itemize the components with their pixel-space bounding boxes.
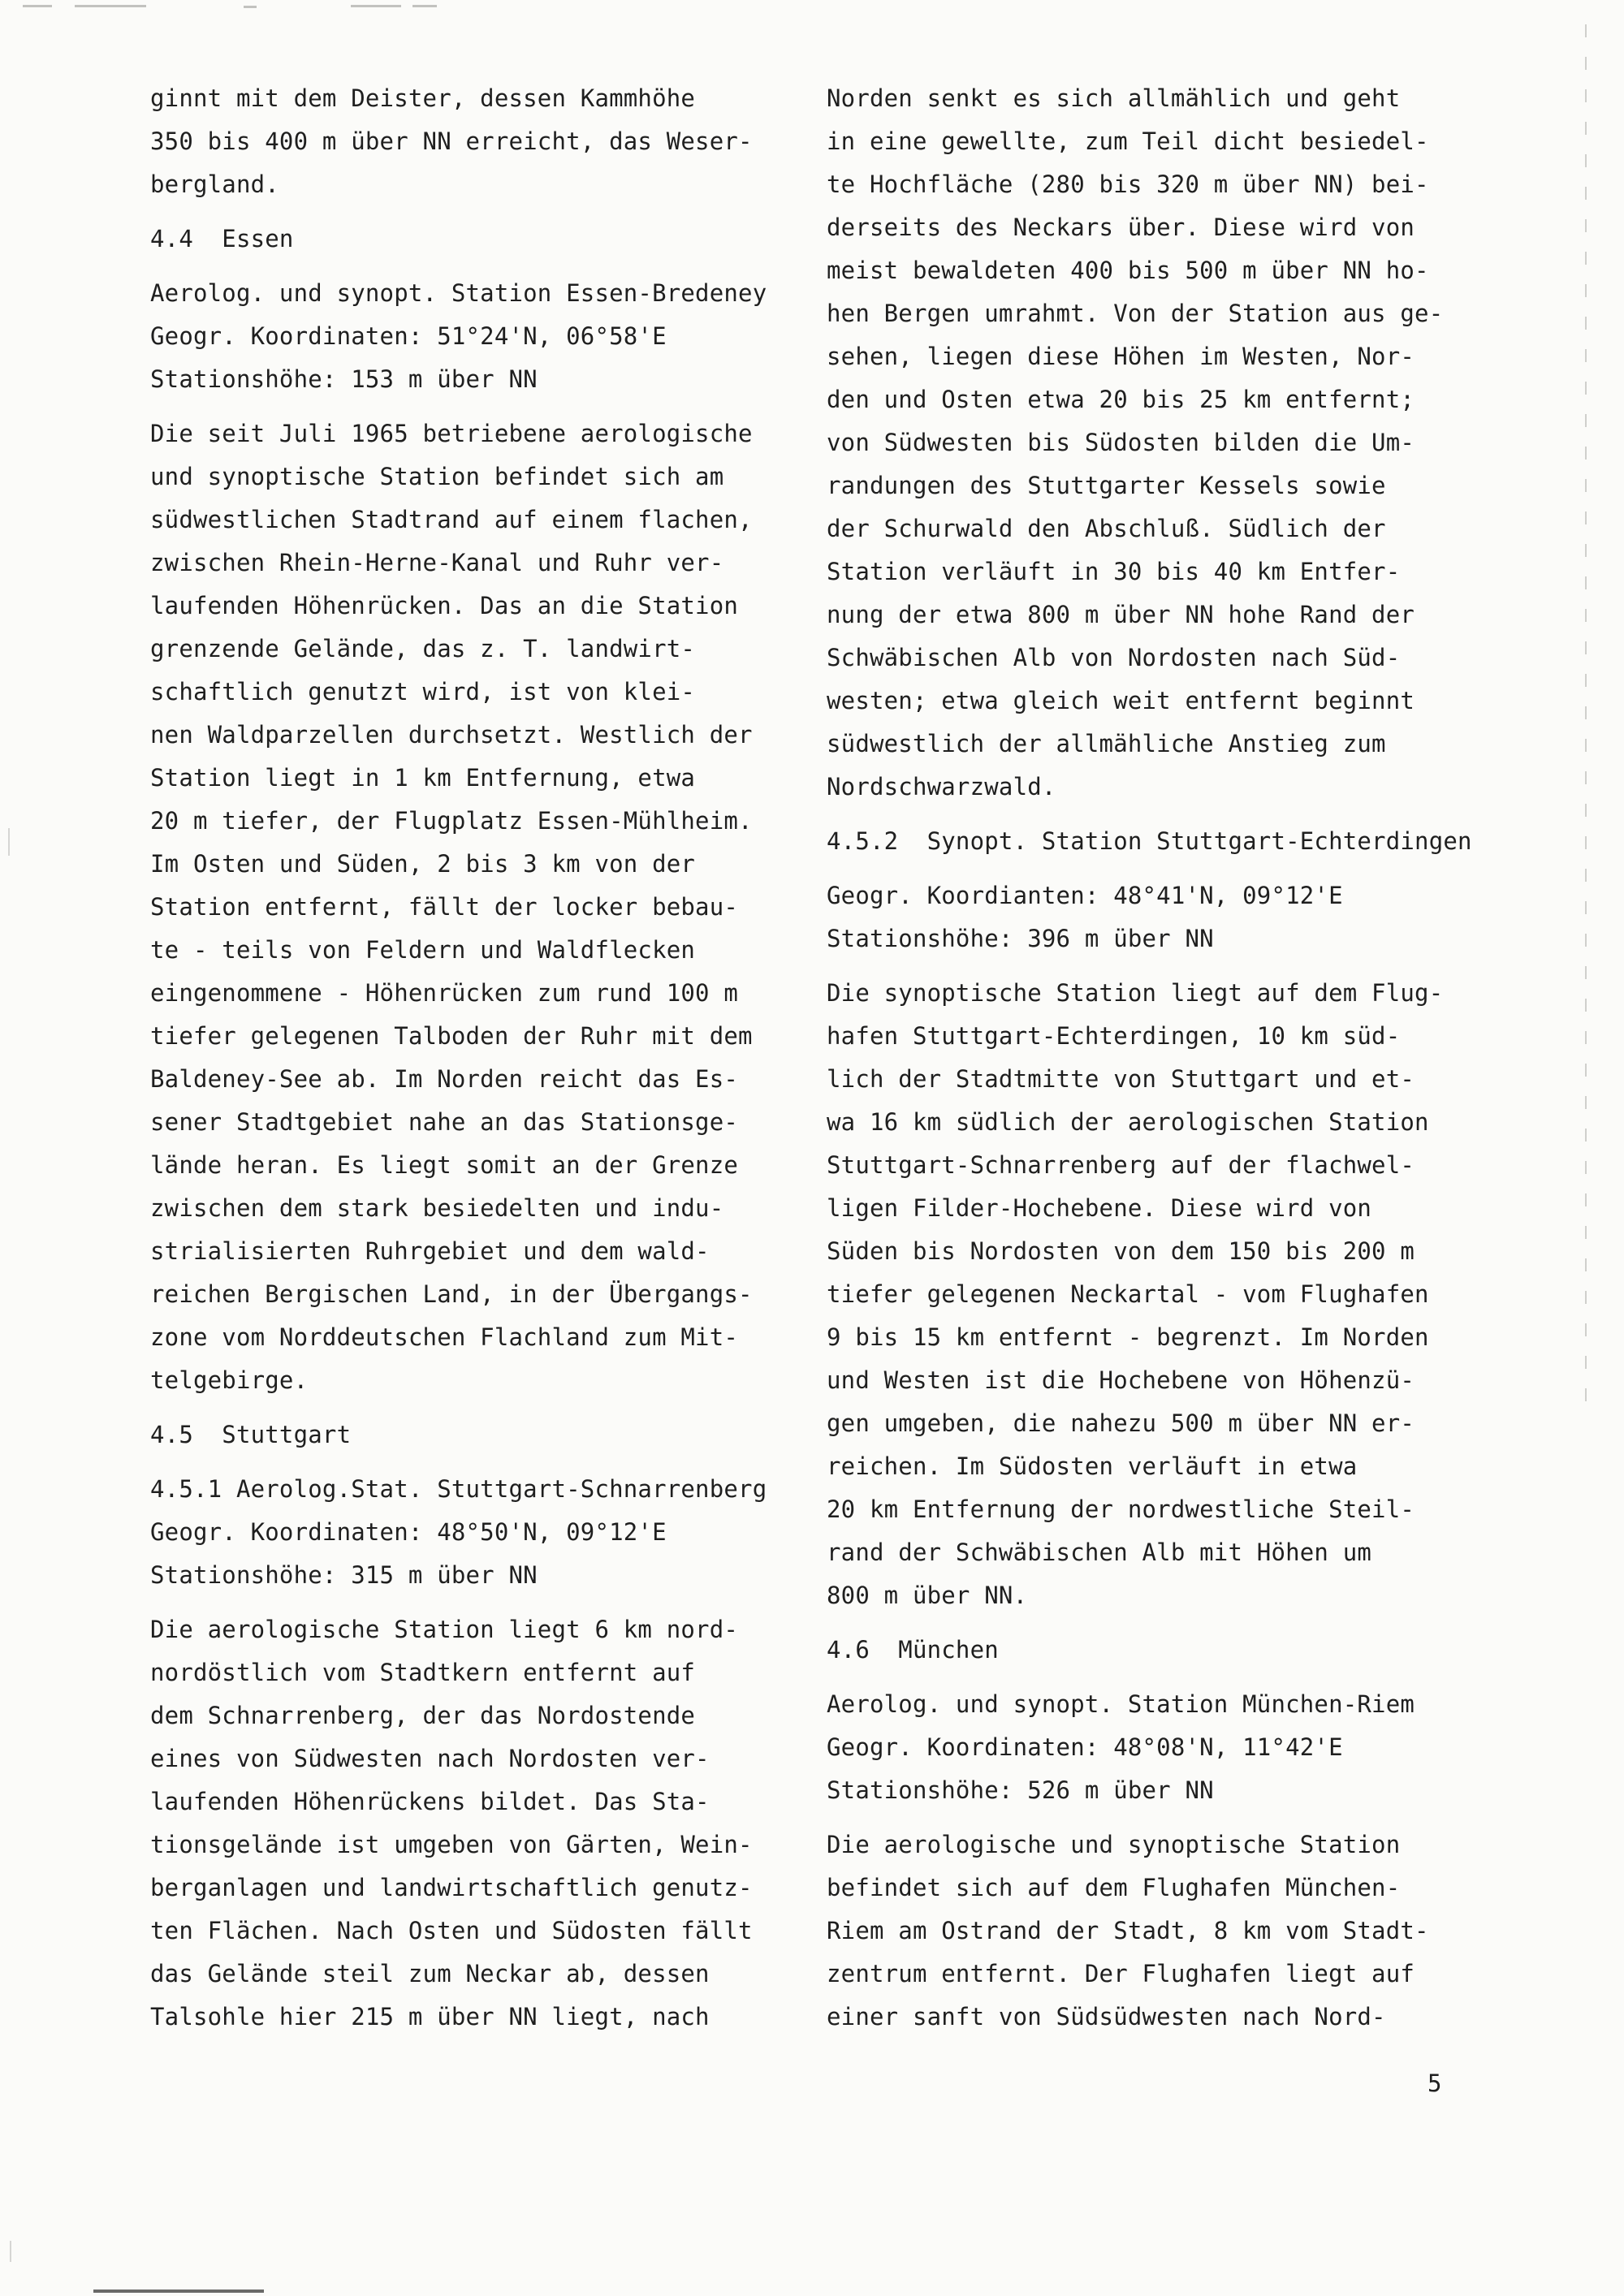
text-line: zentrum entfernt. Der Flughafen liegt auf <box>827 1960 1415 1987</box>
text-line: Stationshöhe: 315 m über NN <box>150 1561 538 1589</box>
text-line: 4.5 Stuttgart <box>150 1421 352 1448</box>
text-line: Stuttgart-Schnarrenberg auf der flachwel- <box>827 1151 1415 1179</box>
text-line: te Hochfläche (280 bis 320 m über NN) bei- <box>827 170 1429 198</box>
text-line: Geogr. Koordinaten: 48°08'N, 11°42'E <box>827 1733 1343 1761</box>
text-line: dem Schnarrenberg, der das Nordostende <box>150 1702 696 1729</box>
text-line: Die seit Juli 1965 betriebene aerologische <box>150 420 753 447</box>
paragraph <box>827 77 1533 809</box>
text-line: schaftlich genutzt wird, ist von klei- <box>150 678 696 706</box>
text-line: Station liegt in 1 km Entfernung, etwa <box>150 764 696 792</box>
paragraph <box>827 1683 1533 1812</box>
text-line: einer sanft von Südsüdwesten nach Nord- <box>827 2003 1386 2031</box>
paragraph <box>827 1823 1533 2039</box>
text-line: in eine gewellte, zum Teil dicht besiedel- <box>827 127 1429 155</box>
text-line: strialisierten Ruhrgebiet und dem wald- <box>150 1237 710 1265</box>
text-line: Aerolog. und synopt. Station Essen-Bredeney <box>150 279 767 307</box>
text-line: reichen Bergischen Land, in der Übergangs- <box>150 1280 753 1308</box>
text-line: Geogr. Koordinaten: 51°24'N, 06°58'E <box>150 322 667 350</box>
section-heading <box>827 1629 1533 1672</box>
text-line: zwischen dem stark besiedelten und indu- <box>150 1194 724 1222</box>
paragraph <box>150 272 816 401</box>
text-line: grenzende Gelände, das z. T. landwirt- <box>150 635 696 662</box>
text-line: von Südwesten bis Südosten bilden die Um- <box>827 429 1415 456</box>
paragraph <box>150 77 816 206</box>
text-line: hafen Stuttgart-Echterdingen, 10 km süd- <box>827 1022 1401 1050</box>
text-line: eines von Südwesten nach Nordosten ver- <box>150 1745 710 1772</box>
text-line: Norden senkt es sich allmählich und geht <box>827 84 1401 112</box>
scan-artifact <box>351 5 401 7</box>
paragraph <box>150 1608 816 2039</box>
scan-artifact <box>23 5 52 7</box>
right-column <box>827 77 1533 2050</box>
text-line: tiefer gelegenen Talboden der Ruhr mit dem <box>150 1022 753 1050</box>
text-line: lände heran. Es liegt somit an der Grenze <box>150 1151 739 1179</box>
text-line: Die aerologische und synoptische Station <box>827 1831 1401 1858</box>
text-line: zone vom Norddeutschen Flachland zum Mit- <box>150 1323 739 1351</box>
text-line: Die synoptische Station liegt auf dem Flug- <box>827 979 1444 1007</box>
text-line: das Gelände steil zum Neckar ab, dessen <box>150 1960 710 1987</box>
text-line: Schwäbischen Alb von Nordosten nach Süd- <box>827 644 1401 671</box>
text-line: 4.4 Essen <box>150 225 294 252</box>
text-line: Baldeney-See ab. Im Norden reicht das Es- <box>150 1065 739 1093</box>
text-line: Nordschwarzwald. <box>827 773 1056 801</box>
text-line: Talsohle hier 215 m über NN liegt, nach <box>150 2003 710 2031</box>
text-line: nen Waldparzellen durchsetzt. Westlich der <box>150 721 753 749</box>
text-line: befindet sich auf dem Flughafen München- <box>827 1874 1401 1901</box>
section-heading <box>150 1413 816 1457</box>
text-line: berganlagen und landwirtschaftlich genutz- <box>150 1874 753 1901</box>
text-line: derseits des Neckars über. Diese wird von <box>827 214 1415 241</box>
left-column <box>150 77 816 2050</box>
text-line: telgebirge. <box>150 1366 309 1394</box>
text-line: Stationshöhe: 396 m über NN <box>827 925 1214 952</box>
section-heading <box>827 820 1533 863</box>
paragraph <box>827 874 1533 960</box>
text-line: Geogr. Koordinaten: 48°50'N, 09°12'E <box>150 1518 667 1546</box>
text-line: 4.5.2 Synopt. Station Stuttgart-Echterdingen <box>827 827 1472 855</box>
paragraph <box>827 972 1533 1617</box>
text-line: 4.6 München <box>827 1636 999 1664</box>
text-line: Im Osten und Süden, 2 bis 3 km von der <box>150 850 696 878</box>
text-line: und Westen ist die Hochebene von Höhenzü- <box>827 1366 1415 1394</box>
text-line: reichen. Im Südosten verläuft in etwa <box>827 1452 1358 1480</box>
scan-artifact <box>75 5 146 7</box>
text-line: Stationshöhe: 526 m über NN <box>827 1776 1214 1804</box>
text-line: ten Flächen. Nach Osten und Südosten fällt <box>150 1917 753 1944</box>
text-line: 800 m über NN. <box>827 1582 1028 1609</box>
text-line: 20 km Entfernung der nordwestliche Steil- <box>827 1495 1415 1523</box>
text-line: Riem am Ostrand der Stadt, 8 km vom Stadt- <box>827 1917 1429 1944</box>
text-line: sehen, liegen diese Höhen im Westen, Nor- <box>827 343 1415 370</box>
paragraph <box>150 412 816 1402</box>
text-line: südwestlichen Stadtrand auf einem flachen, <box>150 506 753 533</box>
section-heading <box>150 218 816 261</box>
text-line: laufenden Höhenrücken. Das an die Station <box>150 592 739 619</box>
text-line: lich der Stadtmitte von Stuttgart und et- <box>827 1065 1415 1093</box>
paragraph <box>150 1468 816 1597</box>
text-line: ginnt mit dem Deister, dessen Kammhöhe <box>150 84 696 112</box>
scan-artifact <box>1585 24 1587 1405</box>
text-line: Aerolog. und synopt. Station München-Riem <box>827 1690 1415 1718</box>
text-line: Süden bis Nordosten von dem 150 bis 200 m <box>827 1237 1415 1265</box>
scan-artifact <box>412 5 437 7</box>
scan-artifact <box>8 828 10 856</box>
page-number: 5 <box>1427 2069 1442 2097</box>
text-line: 9 bis 15 km entfernt - begrenzt. Im Norden <box>827 1323 1429 1351</box>
text-line: Station entfernt, fällt der locker bebau- <box>150 893 739 921</box>
text-line: zwischen Rhein-Herne-Kanal und Ruhr ver- <box>150 549 724 576</box>
scan-artifact <box>10 2241 11 2262</box>
text-line: meist bewaldeten 400 bis 500 m über NN ho- <box>827 257 1429 284</box>
text-line: nordöstlich vom Stadtkern entfernt auf <box>150 1659 696 1686</box>
text-line: südwestlich der allmähliche Anstieg zum <box>827 730 1386 757</box>
text-line: und synoptische Station befindet sich am <box>150 463 724 490</box>
text-line: ligen Filder-Hochebene. Diese wird von <box>827 1194 1372 1222</box>
text-line: nung der etwa 800 m über NN hohe Rand der <box>827 601 1415 628</box>
text-line: hen Bergen umrahmt. Von der Station aus ge- <box>827 300 1444 327</box>
text-line: Stationshöhe: 153 m über NN <box>150 365 538 393</box>
text-line: tionsgelände ist umgeben von Gärten, Wein- <box>150 1831 753 1858</box>
text-line: Die aerologische Station liegt 6 km nord- <box>150 1616 739 1643</box>
text-line: Geogr. Koordianten: 48°41'N, 09°12'E <box>827 882 1343 909</box>
text-line: te - teils von Feldern und Waldflecken <box>150 936 696 964</box>
text-line: laufenden Höhenrückens bildet. Das Sta- <box>150 1788 710 1815</box>
text-line: 350 bis 400 m über NN erreicht, das Weser- <box>150 127 753 155</box>
text-line: westen; etwa gleich weit entfernt beginnt <box>827 687 1415 714</box>
scan-artifact <box>244 6 257 8</box>
text-line: rand der Schwäbischen Alb mit Höhen um <box>827 1539 1372 1566</box>
text-line: eingenommene - Höhenrücken zum rund 100 m <box>150 979 739 1007</box>
text-line: Station verläuft in 30 bis 40 km Entfer- <box>827 558 1401 585</box>
text-line: wa 16 km südlich der aerologischen Station <box>827 1108 1429 1136</box>
text-line: 4.5.1 Aerolog.Stat. Stuttgart-Schnarrenberg <box>150 1475 767 1503</box>
text-line: 20 m tiefer, der Flugplatz Essen-Mühlheim. <box>150 807 753 835</box>
text-line: sener Stadtgebiet nahe an das Stationsge- <box>150 1108 739 1136</box>
text-line: der Schurwald den Abschluß. Südlich der <box>827 515 1386 542</box>
text-line: gen umgeben, die nahezu 500 m über NN er- <box>827 1409 1415 1437</box>
text-line: tiefer gelegenen Neckartal - vom Flughafen <box>827 1280 1429 1308</box>
text-line: randungen des Stuttgarter Kessels sowie <box>827 472 1386 499</box>
text-line: den und Osten etwa 20 bis 25 km entfernt; <box>827 386 1415 413</box>
text-line: bergland. <box>150 170 279 198</box>
scan-artifact <box>93 2290 264 2293</box>
